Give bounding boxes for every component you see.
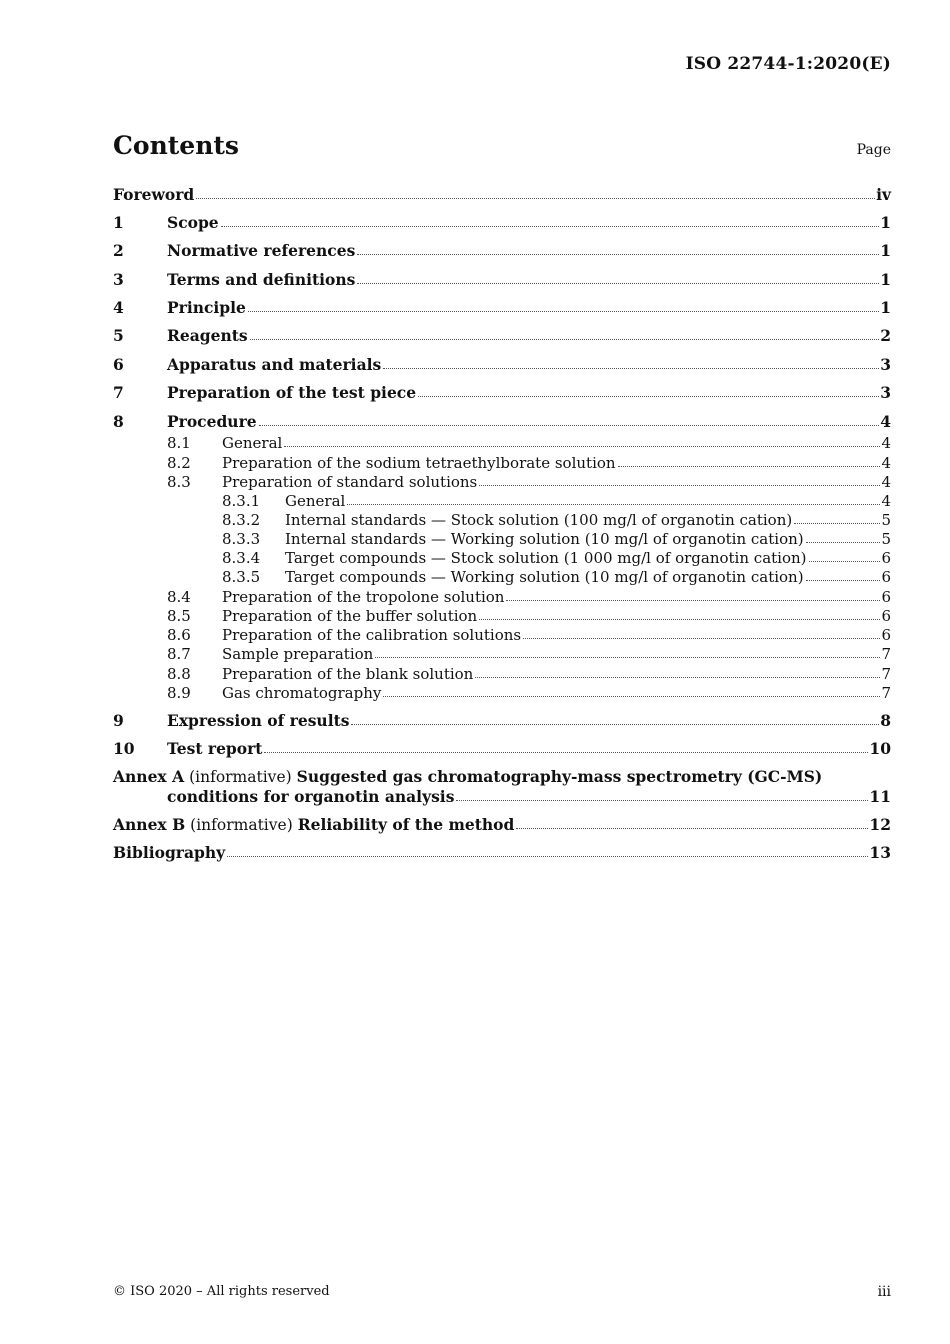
toc-entry-page: 7 <box>881 684 891 702</box>
toc-entry-page: 7 <box>881 645 891 663</box>
toc-entry[interactable] <box>113 432 891 452</box>
dot-leader <box>351 723 879 725</box>
document-identifier: ISO 22744-1:2020(E) <box>685 54 891 74</box>
toc-entry-title: General <box>285 492 346 510</box>
toc-entry-page: 8 <box>880 711 891 730</box>
toc-entry-title: Expression of results <box>167 711 350 730</box>
toc-entry-page: 10 <box>869 739 891 758</box>
toc-entry-title: Bibliography <box>113 843 226 862</box>
toc-entry-number: 5 <box>113 326 124 345</box>
page-number: iii <box>877 1284 891 1300</box>
toc-entry-title: General <box>222 434 283 452</box>
toc-entry-title: Reagents <box>167 326 248 345</box>
toc-entry-number: 8.2 <box>167 454 191 472</box>
toc-entry-number: 8.3.1 <box>222 492 261 510</box>
contents-heading: Contents <box>113 131 240 160</box>
dot-leader <box>479 618 880 620</box>
toc-entry-title: Target compounds — Stock solution (1 000 mg/l of organotin cation) <box>285 549 807 567</box>
dot-leader <box>418 395 879 397</box>
toc-entry[interactable] <box>113 566 891 586</box>
dot-leader <box>806 541 881 543</box>
toc-entry[interactable] <box>113 490 891 510</box>
toc-entry-page: 4 <box>881 434 891 452</box>
toc-entry-number: 8.3.2 <box>222 511 261 529</box>
toc-entry-page: 4 <box>881 492 891 510</box>
toc-entry[interactable] <box>113 682 891 702</box>
toc-entry[interactable] <box>113 269 891 289</box>
toc-entry[interactable] <box>113 586 891 606</box>
toc-entry-number: 2 <box>113 241 124 260</box>
toc-entry[interactable] <box>113 624 891 644</box>
toc-entry[interactable] <box>113 297 891 317</box>
dot-leader <box>347 503 880 505</box>
toc-entry-number: 8.3.5 <box>222 568 261 586</box>
toc-entry-title: Sample preparation <box>222 645 374 663</box>
toc-entry-page: 1 <box>880 213 891 232</box>
toc-entry-page: 13 <box>869 843 891 862</box>
annex-title: Reliability of the method <box>297 815 515 834</box>
toc-entry[interactable] <box>113 411 891 431</box>
toc-entry-number: 10 <box>113 739 135 758</box>
toc-entry-title: Terms and definitions <box>167 270 356 289</box>
toc-entry-number: 8.3.4 <box>222 549 261 567</box>
dot-leader <box>383 695 880 697</box>
toc-entry-title: Procedure <box>167 412 257 431</box>
toc-entry-page: iv <box>876 185 891 204</box>
dot-leader <box>357 253 879 255</box>
toc-annex-a-continued[interactable] <box>113 786 891 806</box>
toc-entry-page: 3 <box>880 383 891 402</box>
toc-entry[interactable] <box>113 547 891 567</box>
dot-leader <box>456 799 868 801</box>
dot-leader <box>618 465 881 467</box>
dot-leader <box>375 656 880 658</box>
toc-entry-title: Preparation of the blank solution <box>222 665 474 683</box>
toc-entry-number: 8.5 <box>167 607 191 625</box>
toc-entry-page: 12 <box>869 815 891 834</box>
toc-entry-page: 6 <box>881 626 891 644</box>
dot-leader <box>475 676 880 678</box>
toc-entry-page: 1 <box>880 270 891 289</box>
toc-entry-number: 8.9 <box>167 684 191 702</box>
toc-entry-title: Preparation of the sodium tetraethylborate solution <box>222 454 616 472</box>
toc-entry-number: 4 <box>113 298 124 317</box>
dot-leader <box>284 445 880 447</box>
annex-type: (informative) <box>189 768 292 786</box>
toc-entry[interactable] <box>113 509 891 529</box>
toc-entry-title: Internal standards — Working solution (10 mg/l of organotin cation) <box>285 530 804 548</box>
toc-entry-page: 5 <box>881 511 891 529</box>
dot-leader <box>264 751 868 753</box>
toc-entry-title: Scope <box>167 213 219 232</box>
toc-entry[interactable] <box>113 184 891 204</box>
toc-entry[interactable] <box>113 325 891 345</box>
annex-title-continued: conditions for organotin analysis <box>167 787 455 806</box>
dot-leader <box>227 855 868 857</box>
toc-entry-title: Preparation of the test piece <box>167 383 417 402</box>
dot-leader <box>250 338 880 340</box>
toc-entry-title: Internal standards — Stock solution (100 mg/l of organotin cation) <box>285 511 793 529</box>
toc-entry[interactable] <box>113 471 891 491</box>
toc-entry[interactable] <box>113 212 891 232</box>
toc-entry-number: 8.1 <box>167 434 191 452</box>
toc-entry-page: 6 <box>881 588 891 606</box>
toc-entry-title: Apparatus and materials <box>167 355 382 374</box>
toc-entry-number: 7 <box>113 383 124 402</box>
toc-entry-number: 8 <box>113 412 124 431</box>
toc-entry-title: Preparation of the buffer solution <box>222 607 478 625</box>
toc-entry-page: 4 <box>881 454 891 472</box>
dot-leader <box>516 827 868 829</box>
dot-leader <box>506 599 880 601</box>
dot-leader <box>221 225 880 227</box>
toc-entry-page: 4 <box>881 473 891 491</box>
dot-leader <box>806 579 881 581</box>
annex-title: Suggested gas chromatography-mass spectrometry (GC-MS) <box>296 767 823 786</box>
toc-entry-title: Target compounds — Working solution (10 mg/l of organotin cation) <box>285 568 804 586</box>
toc-annex-a[interactable] <box>113 766 891 786</box>
toc-entry-number: 8.3.3 <box>222 530 261 548</box>
toc-entry-number: 8.7 <box>167 645 191 663</box>
toc-entry-page: 7 <box>881 665 891 683</box>
toc-entry[interactable] <box>113 382 891 402</box>
toc-bibliography[interactable] <box>113 842 891 862</box>
toc-entry-page: 1 <box>880 298 891 317</box>
toc-entry-page: 5 <box>881 530 891 548</box>
toc-entry-title: Principle <box>167 298 246 317</box>
dot-leader <box>259 424 880 426</box>
toc-entry-title: Preparation of the calibration solutions <box>222 626 522 644</box>
dot-leader <box>383 367 879 369</box>
toc-entry-number: 8.3 <box>167 473 191 491</box>
toc-annex-b[interactable] <box>113 814 891 834</box>
toc-entry-title: Preparation of the tropolone solution <box>222 588 505 606</box>
page-column-label: Page <box>856 142 891 158</box>
dot-leader <box>809 560 881 562</box>
toc-entry-page: 1 <box>880 241 891 260</box>
dot-leader <box>794 522 880 524</box>
toc-entry-number: 8.4 <box>167 588 191 606</box>
dot-leader <box>479 484 880 486</box>
toc-entry[interactable] <box>113 452 891 472</box>
dot-leader <box>357 282 879 284</box>
annex-label: Annex B <box>113 815 186 834</box>
annex-label: Annex A <box>113 767 185 786</box>
toc-entry[interactable] <box>113 528 891 548</box>
toc-entry[interactable] <box>113 240 891 260</box>
copyright-notice: © ISO 2020 – All rights reserved <box>113 1284 330 1299</box>
toc-entry-page: 3 <box>880 355 891 374</box>
toc-entry-number: 8.6 <box>167 626 191 644</box>
toc-entry-number: 1 <box>113 213 124 232</box>
toc-entry-page: 2 <box>880 326 891 345</box>
toc-entry-title: Normative references <box>167 241 356 260</box>
toc-entry-page: 4 <box>880 412 891 431</box>
toc-entry[interactable] <box>113 738 891 758</box>
toc-entry-number: 6 <box>113 355 124 374</box>
dot-leader <box>523 637 880 639</box>
toc-entry-title: Gas chromatography <box>222 684 382 702</box>
toc-entry-page: 6 <box>881 607 891 625</box>
toc-entry[interactable] <box>113 663 891 683</box>
toc-entry[interactable] <box>113 354 891 374</box>
toc-entry-title: Preparation of standard solutions <box>222 473 478 491</box>
toc-entry-number: 3 <box>113 270 124 289</box>
toc-entry-number: 9 <box>113 711 124 730</box>
toc-entry[interactable] <box>113 605 891 625</box>
annex-type: (informative) <box>190 816 293 834</box>
toc-entry-page: 11 <box>869 787 891 806</box>
dot-leader <box>248 310 879 312</box>
toc-entry-page: 6 <box>881 549 891 567</box>
toc-entry-title: Foreword <box>113 185 195 204</box>
toc-entry-page: 6 <box>881 568 891 586</box>
dot-leader <box>196 197 875 199</box>
toc-entry[interactable] <box>113 710 891 730</box>
toc-entry-number: 8.8 <box>167 665 191 683</box>
toc-entry-title: Test report <box>167 739 263 758</box>
toc-entry[interactable] <box>113 643 891 663</box>
